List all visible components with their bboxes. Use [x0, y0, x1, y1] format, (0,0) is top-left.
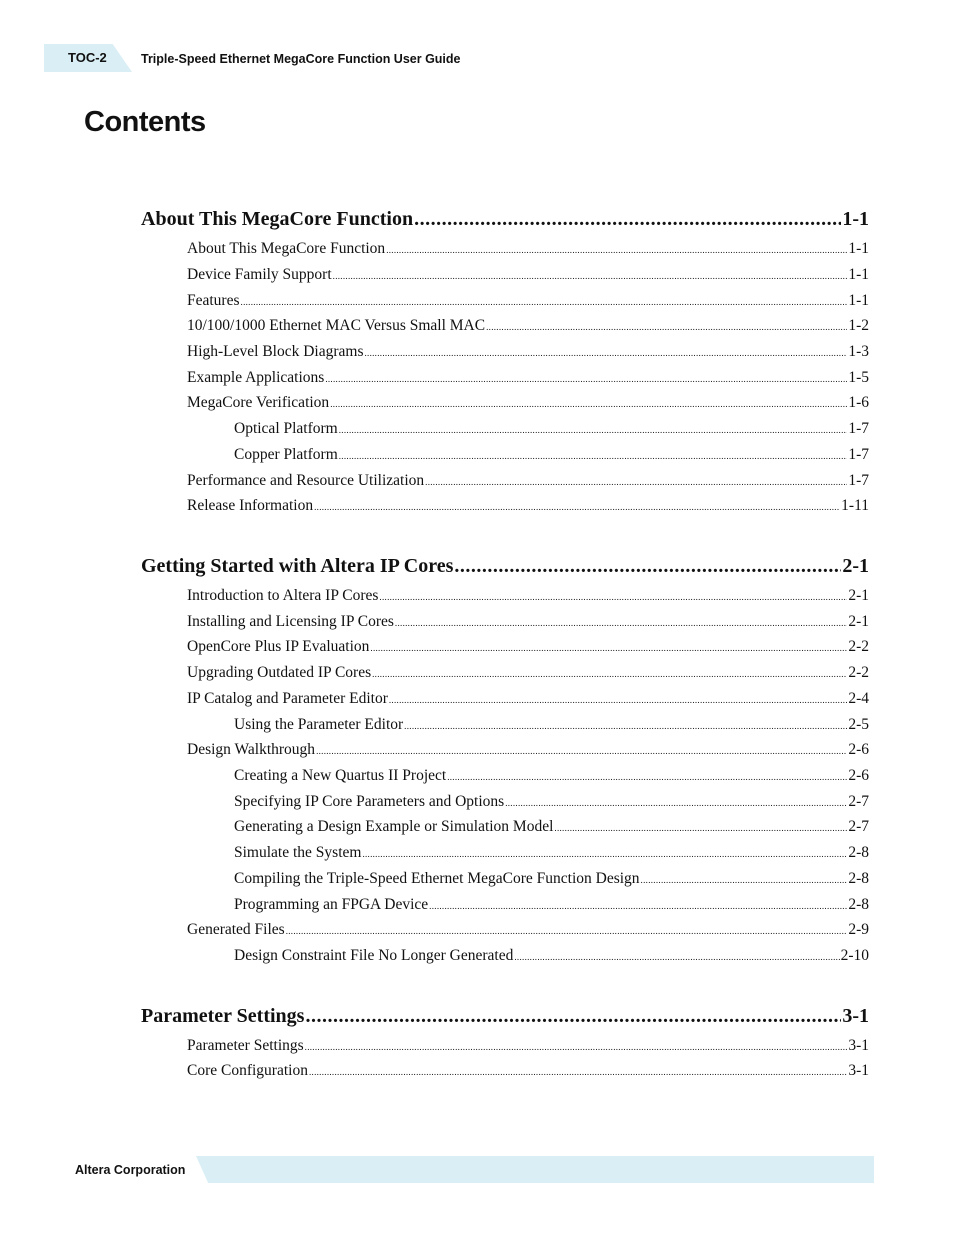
toc-entry-title: Getting Started with Altera IP Cores: [141, 555, 454, 577]
footer-company: Altera Corporation: [75, 1163, 186, 1177]
toc-dot-leader: [395, 618, 847, 628]
toc-entry-title: Copper Platform: [234, 446, 338, 463]
toc-dot-leader: [286, 926, 848, 936]
toc-dot-leader: [330, 399, 847, 409]
toc-entry-title: Parameter Settings: [141, 1005, 305, 1027]
toc-entry-title: OpenCore Plus IP Evaluation: [187, 638, 370, 655]
toc-entry[interactable]: [234, 844, 869, 862]
toc-entry-title: Simulate the System: [234, 844, 362, 861]
toc-entry[interactable]: [187, 472, 869, 490]
toc-entry[interactable]: [187, 394, 869, 412]
toc-entry-title: About This MegaCore Function: [141, 208, 414, 230]
toc-entry-title: IP Catalog and Parameter Editor: [187, 690, 388, 707]
toc-entry-title: Upgrading Outdated IP Cores: [187, 664, 372, 681]
toc-entry-title: Creating a New Quartus II Project: [234, 767, 447, 784]
page-title: Contents: [84, 106, 206, 138]
toc-entry-title: Core Configuration: [187, 1062, 308, 1079]
toc-entry[interactable]: [187, 664, 869, 682]
toc-entry-title: Example Applications: [187, 369, 325, 386]
toc-dot-leader: [404, 721, 847, 731]
toc-entry[interactable]: [187, 369, 869, 387]
toc-entry-page: 2-5: [848, 716, 869, 733]
toc-entry-title: MegaCore Verification: [187, 394, 330, 411]
toc-entry[interactable]: [187, 638, 869, 656]
toc-entry-page: 3-1: [848, 1062, 869, 1079]
toc-dot-leader: [362, 849, 847, 859]
toc-chapter-entry[interactable]: [141, 555, 869, 578]
toc-entry-title: 10/100/1000 Ethernet MAC Versus Small MAC: [187, 317, 486, 334]
toc-dot-leader: [316, 746, 847, 756]
toc-entry-page: 1-1: [848, 292, 869, 309]
toc-entry-page: 1-7: [848, 472, 869, 489]
toc-chapter-entry[interactable]: [141, 1005, 869, 1028]
toc-dot-leader: [486, 322, 847, 332]
toc-dot-leader: [425, 477, 847, 487]
toc-entry-title: Design Walkthrough: [187, 741, 316, 758]
toc-entry[interactable]: [187, 921, 869, 939]
toc-entry[interactable]: [234, 896, 869, 914]
toc-entry-title: Device Family Support: [187, 266, 332, 283]
toc-chapter-entry[interactable]: [141, 208, 869, 231]
toc-entry-title: Generating a Design Example or Simulation Model: [234, 818, 554, 835]
toc-dot-leader: [370, 643, 847, 653]
toc-entry-title: Using the Parameter Editor: [234, 716, 404, 733]
toc-dot-leader: [386, 245, 847, 255]
toc-dot-leader: [554, 823, 847, 833]
toc-entry[interactable]: [234, 870, 869, 888]
toc-dot-leader: [305, 1042, 848, 1052]
toc-entry-title: Specifying IP Core Parameters and Options: [234, 793, 505, 810]
toc-entry-title: Programming an FPGA Device: [234, 896, 429, 913]
toc-entry-page: 2-8: [848, 844, 869, 861]
toc-entry-title: About This MegaCore Function: [187, 240, 386, 257]
toc-entry-page: 1-11: [841, 497, 869, 514]
toc-entry-page: 1-3: [848, 343, 869, 360]
toc-entry[interactable]: [187, 292, 869, 310]
toc-entry-title: Features: [187, 292, 240, 309]
toc-entry[interactable]: [234, 818, 869, 836]
toc-dot-leader: [641, 875, 848, 885]
toc-dot-leader: [305, 1005, 841, 1028]
toc-entry[interactable]: [234, 446, 869, 464]
toc-entry-page: 2-6: [848, 767, 869, 784]
toc-dot-leader: [339, 425, 848, 435]
footer-band: [196, 1156, 874, 1183]
toc-entry-title: Design Constraint File No Longer Generated: [234, 947, 514, 964]
toc-dot-leader: [364, 348, 847, 358]
toc-entry[interactable]: [187, 497, 869, 515]
toc-entry-page: 1-7: [848, 446, 869, 463]
toc-dot-leader: [339, 451, 848, 461]
toc-entry[interactable]: [187, 690, 869, 708]
toc-entry-title: Generated Files: [187, 921, 285, 938]
toc-entry-page: 2-8: [848, 896, 869, 913]
toc-entry-title: High-Level Block Diagrams: [187, 343, 364, 360]
toc-entry-page: 2-4: [848, 690, 869, 707]
toc-entry-page: 2-1: [848, 587, 869, 604]
toc-entry[interactable]: [187, 613, 869, 631]
toc-entry[interactable]: [187, 317, 869, 335]
toc-dot-leader: [447, 772, 847, 782]
toc-entry-title: Compiling the Triple-Speed Ethernet MegaCore Function Design: [234, 870, 640, 887]
toc-entry[interactable]: [234, 947, 869, 965]
toc-dot-leader: [325, 374, 847, 384]
toc-dot-leader: [505, 798, 847, 808]
toc-dot-leader: [309, 1067, 847, 1077]
toc-entry-page: 2-6: [848, 741, 869, 758]
toc-dot-leader: [514, 952, 839, 962]
toc-entry-page: 1-7: [848, 420, 869, 437]
toc-entry-page: 1-1: [842, 208, 869, 230]
toc-dot-leader: [241, 297, 848, 307]
toc-entry[interactable]: [234, 767, 869, 785]
toc-dot-leader: [429, 901, 847, 911]
toc-entry-page: 2-7: [848, 793, 869, 810]
toc-entry-title: Installing and Licensing IP Cores: [187, 613, 394, 630]
toc-dot-leader: [314, 502, 840, 512]
toc-entry-title: Introduction to Altera IP Cores: [187, 587, 379, 604]
toc-entry[interactable]: [187, 266, 869, 284]
toc-dot-leader: [389, 695, 847, 705]
toc-entry-title: Parameter Settings: [187, 1037, 304, 1054]
toc-entry[interactable]: [187, 587, 869, 605]
toc-entry-title: Release Information: [187, 497, 314, 514]
toc-entry-page: 1-5: [848, 369, 869, 386]
toc-entry[interactable]: [187, 343, 869, 361]
toc-entry-title: Optical Platform: [234, 420, 338, 437]
toc-entry-page: 3-1: [842, 1005, 869, 1027]
toc-dot-leader: [379, 592, 847, 602]
toc-entry-page: 3-1: [848, 1037, 869, 1054]
toc-entry-page: 1-2: [848, 317, 869, 334]
toc-dot-leader: [372, 669, 847, 679]
toc-entry[interactable]: [234, 793, 869, 811]
toc-dot-leader: [333, 271, 848, 281]
toc-entry-title: Performance and Resource Utilization: [187, 472, 425, 489]
toc-entry-page: 2-2: [848, 638, 869, 655]
toc-entry[interactable]: [234, 420, 869, 438]
header-doc-title: Triple-Speed Ethernet MegaCore Function User Guide: [141, 52, 461, 66]
toc-entry[interactable]: [187, 741, 869, 759]
toc-entry[interactable]: [187, 1037, 869, 1055]
toc-entry-page: 2-9: [848, 921, 869, 938]
toc-entry[interactable]: [187, 1062, 869, 1080]
toc-entry-page: 1-1: [848, 266, 869, 283]
toc-entry[interactable]: [234, 716, 869, 734]
header-page-label: TOC-2: [68, 50, 107, 65]
toc-entry-page: 2-2: [848, 664, 869, 681]
toc-entry-page: 2-8: [848, 870, 869, 887]
toc-entry-page: 2-7: [848, 818, 869, 835]
toc-dot-leader: [414, 208, 841, 231]
toc-entry-page: 1-6: [848, 394, 869, 411]
toc-entry[interactable]: [187, 240, 869, 258]
toc-entry-page: 2-1: [842, 555, 869, 577]
toc-entry-page: 1-1: [848, 240, 869, 257]
toc-entry-page: 2-1: [848, 613, 869, 630]
toc-dot-leader: [454, 555, 841, 578]
toc-entry-page: 2-10: [840, 947, 869, 964]
